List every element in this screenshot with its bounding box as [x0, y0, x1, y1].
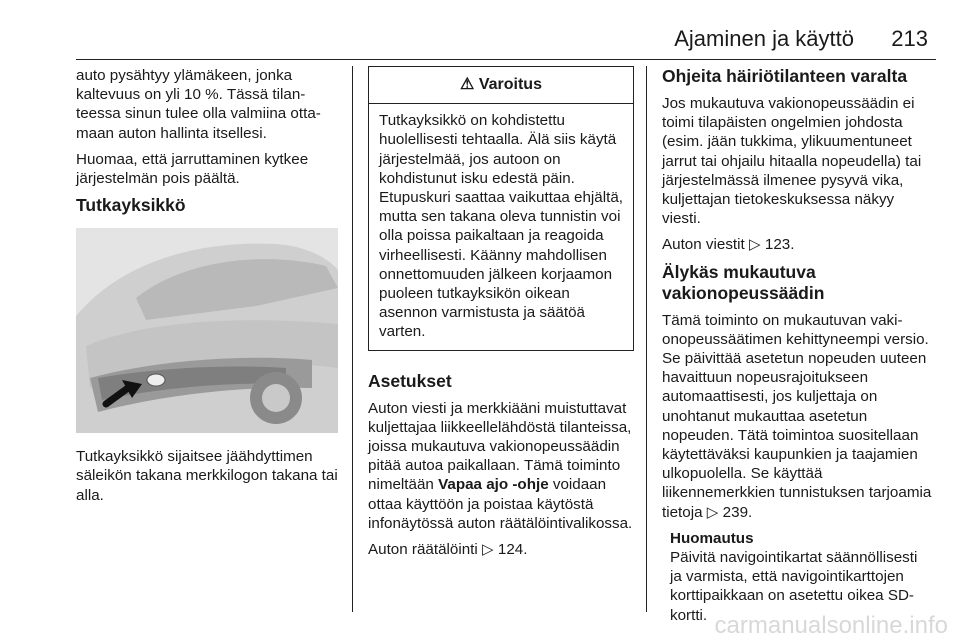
- section-heading: Ohjeita häiriötilanteen varalta: [662, 66, 908, 86]
- warning-title: Varoitus: [478, 76, 542, 93]
- watermark: carmanualsonline.info: [714, 612, 948, 639]
- chevron-right-icon: ▷: [706, 503, 719, 521]
- column-right: [662, 66, 932, 625]
- warning-text: Tutkayksikkö on kohdistettu huolellisesti tehtaalla. Älä siis käytä järjestelmää, jos autoon on kohdistunut isku edestä päin. Etupuskuri saattaa vaikuttaa ehjältä, mutta sen takana oleva tunnistin voi olla poissa paikaltaan ja reagoida virheellisesti. Käänny mahdollisen onnettomuuden jälkeen korjaamon puoleen tutkayksikön oikean asennon varmistusta ja säätöä varten.: [379, 112, 623, 341]
- car-radar-illustration: [76, 228, 338, 433]
- text-span: Auton viesti ja merkkiääni muistuttavat kuljettajaa liikkeellelähdöstä tilanteissa, joissa mukautuva vakionopeussäädin pitää autoa paikallaan. Tämä toiminto nimeltään: [368, 399, 632, 494]
- feature-name: Vapaa ajo -ohje: [438, 476, 549, 494]
- column-divider: [646, 66, 647, 612]
- image-caption: Tutkayksikkö sijaitsee jäähdyttimen säleikön takana merkkilogon takana tai alla.: [76, 448, 338, 504]
- section-heading: Asetukset: [368, 370, 452, 391]
- warning-header: [369, 67, 633, 104]
- note-box: [670, 529, 932, 625]
- cross-reference[interactable]: Auton viestit: [662, 236, 745, 254]
- note-text: Päivitä navigointikartat säännöllisesti ja varmista, että navigointikarttojen korttipaikkaan on asetettu oikea SD-kortti.: [670, 549, 918, 624]
- page-ref[interactable]: 124.: [493, 541, 528, 559]
- paragraph: Jos mukautuva vakionopeussäädin ei toimi tilapäisten ongelmien johdosta (esim. jään tukkima, ylikuumentuneet jarrut tai ohjailu hitaalla nopeudella) tai järjestelmässä ilmenee pysyvä vika, kuljettajan tietokeskuksessa näkyy viesti.: [662, 95, 922, 228]
- text-span: Tämä toiminto on mukautuvan vakionopeussäätimen kehittyneempi versio. Se päivittää asetetun nopeuden uuteen havaittuun nopeusrajoitukseen automaattisesti, jos kuljettaja on unohtanut mukauttaa asetetun nopeuden. Tätä toimintoa suositellaan käytettäväksi kaupunkien ja taajamien ulkopuolella. Se käyttää liikennemerkkien tunnistuksen tarjoamia tietoja: [662, 311, 932, 521]
- note-title: Huomautus: [670, 529, 754, 547]
- paragraph: Huomaa, että jarruttaminen kytkee järjestelmän pois päältä.: [76, 150, 309, 188]
- cross-reference[interactable]: Auton räätälöinti: [368, 541, 478, 559]
- paragraph: auto pysähtyy ylämäkeen, jonka kaltevuus on yli 10 %. Tässä tilanteessa sinun tulee olla valmiina ottamaan auton hallinta itsellesi.: [76, 67, 321, 142]
- chevron-right-icon: ▷: [482, 541, 494, 559]
- section-heading: Älykäs mukautuva vakionopeussäädin: [662, 261, 825, 303]
- paragraph: [368, 399, 634, 533]
- page-ref[interactable]: 239.: [718, 503, 753, 521]
- column-divider: [352, 66, 353, 612]
- page-header: [76, 22, 936, 60]
- section-heading: Tutkayksikkö: [76, 195, 186, 216]
- header-rule: [76, 59, 936, 60]
- section-title: Ajaminen ja käyttö: [674, 26, 854, 51]
- page-ref[interactable]: 123.: [760, 236, 795, 254]
- warning-box: [368, 66, 634, 351]
- column-left: [76, 66, 338, 512]
- paragraph: [662, 311, 932, 522]
- chevron-right-icon: ▷: [748, 236, 761, 254]
- page-number: 213: [891, 26, 928, 51]
- column-middle: [368, 66, 634, 566]
- text-span: voidaan ottaa käyttöön ja poistaa käytöstä infonäytössä auton räätälöintivalikossa.: [368, 476, 633, 532]
- paragraph: [662, 235, 932, 254]
- car-front-image: [76, 228, 338, 433]
- warning-icon: ⚠: [460, 76, 475, 93]
- paragraph: [368, 540, 634, 559]
